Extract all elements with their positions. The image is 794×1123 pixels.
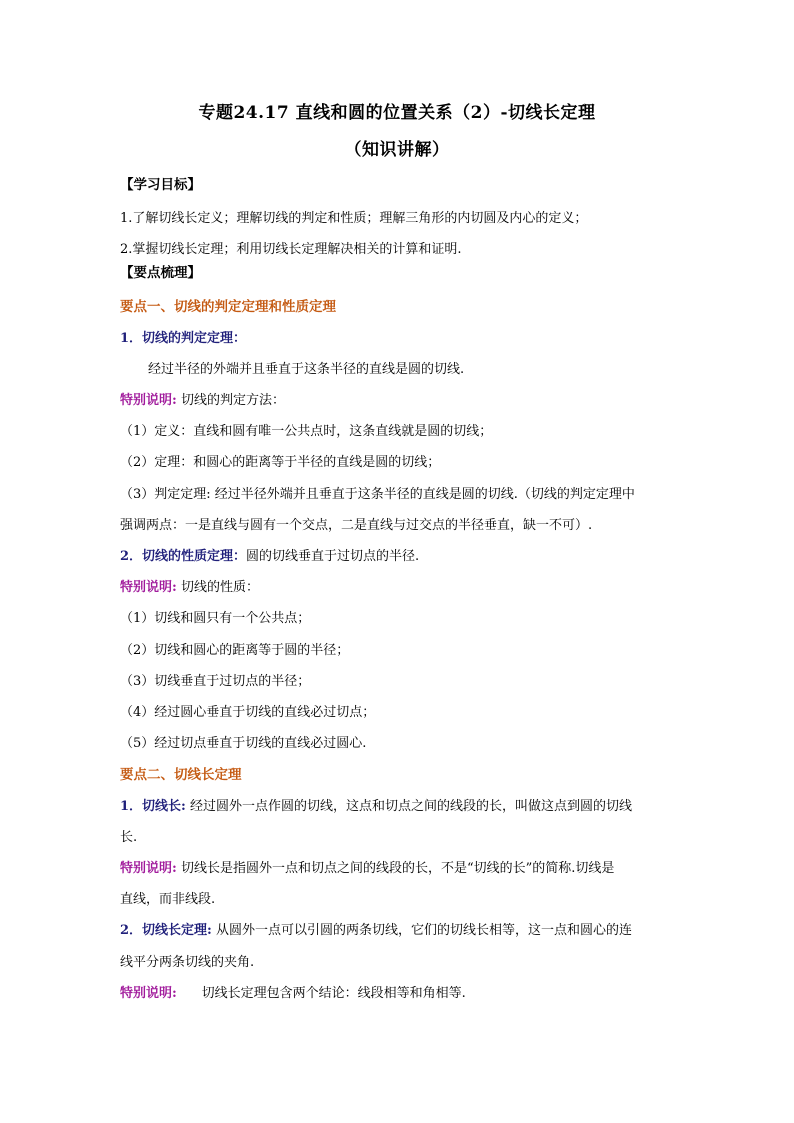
- note3-cont: 直线，而非线段.: [120, 892, 216, 907]
- objectives-tag: 【学习目标】: [120, 177, 201, 193]
- property-3: （3）切线垂直于过切点的半径；: [120, 674, 311, 689]
- property-theorem-head: 2．切线的性质定理：: [120, 549, 247, 564]
- note1-text: 切线的判定方法：: [176, 393, 285, 408]
- property-5: （5）经过切点垂直于切线的直线必过圆心.: [120, 736, 367, 751]
- property-theorem-line: [120, 548, 680, 566]
- note2-line: [120, 579, 680, 597]
- point2-heading: 要点二、切线长定理: [120, 767, 242, 783]
- document-subtitle: （知识讲解）: [344, 140, 450, 160]
- note1-line: [120, 392, 680, 410]
- note3-text: 切线长是指圆外一点和切点之间的线段的长，不是“切线的长”的简称.切线是: [176, 861, 615, 876]
- property-1: （1）切线和圆只有一个公共点；: [120, 611, 311, 626]
- tangent-theorem-text: 从圆外一点可以引圆的两条切线，它们的切线长相等，这一点和圆心的连: [211, 923, 632, 938]
- note2-label: 特别说明:: [120, 580, 177, 595]
- note2-text: 切线的性质：: [176, 580, 259, 595]
- judge-theorem-head: 1．切线的判定定理：: [120, 331, 247, 346]
- note3-label: 特别说明:: [120, 861, 177, 876]
- property-4: （4）经过圆心垂直于切线的直线必过切点；: [120, 705, 376, 720]
- tangent-length-cont: 长.: [120, 830, 138, 845]
- summary-tag: 【要点梳理】: [120, 265, 201, 281]
- objective-item-1: 1.了解切线长定义；理解切线的判定和性质；理解三角形的内切圆及内心的定义；: [120, 211, 588, 226]
- document-title: 专题24.17 直线和圆的位置关系（2）-切线长定理: [198, 103, 596, 123]
- property-2: （2）切线和圆心的距离等于圆的半径；: [120, 643, 350, 658]
- note3-line: [120, 860, 680, 878]
- point1-heading: 要点一、切线的判定定理和性质定理: [120, 299, 336, 315]
- tangent-theorem-line: [120, 922, 680, 940]
- tangent-length-head: 1．切线长:: [120, 799, 186, 814]
- tangent-theorem-cont: 线平分两条切线的夹角.: [120, 955, 255, 970]
- method-3: （3）判定定理: 经过半径外端并且垂直于这条半径的直线是圆的切线.（切线的判定定理中: [120, 487, 635, 502]
- tangent-theorem-head: 2．切线长定理:: [120, 923, 212, 938]
- judge-theorem-text: 经过半径的外端并且垂直于这条半径的直线是圆的切线.: [148, 362, 465, 377]
- tangent-length-text: 经过圆外一点作圆的切线，这点和切点之间的线段的长，叫做这点到圆的切线: [185, 799, 632, 814]
- note1-label: 特别说明:: [120, 393, 177, 408]
- method-2: （2）定理：和圆心的距离等于半径的直线是圆的切线；: [120, 455, 441, 470]
- objective-item-2: 2.掌握切线长定理；利用切线长定理解决相关的计算和证明.: [120, 242, 462, 257]
- method-3-cont: 强调两点：一是直线与圆有一个交点，二是直线与过交点的半径垂直，缺一不可）.: [120, 518, 593, 533]
- judge-theorem-line: [120, 330, 680, 348]
- note4-label: 特别说明:: [120, 986, 177, 1001]
- note4-line: [120, 985, 680, 1003]
- property-theorem-text: 圆的切线垂直于过切点的半径.: [246, 549, 420, 564]
- tangent-length-line: [120, 798, 680, 816]
- note4-text: 切线长定理包含两个结论：线段相等和角相等.: [176, 986, 466, 1001]
- method-1: （1）定义：直线和圆有唯一公共点时，这条直线就是圆的切线；: [120, 424, 493, 439]
